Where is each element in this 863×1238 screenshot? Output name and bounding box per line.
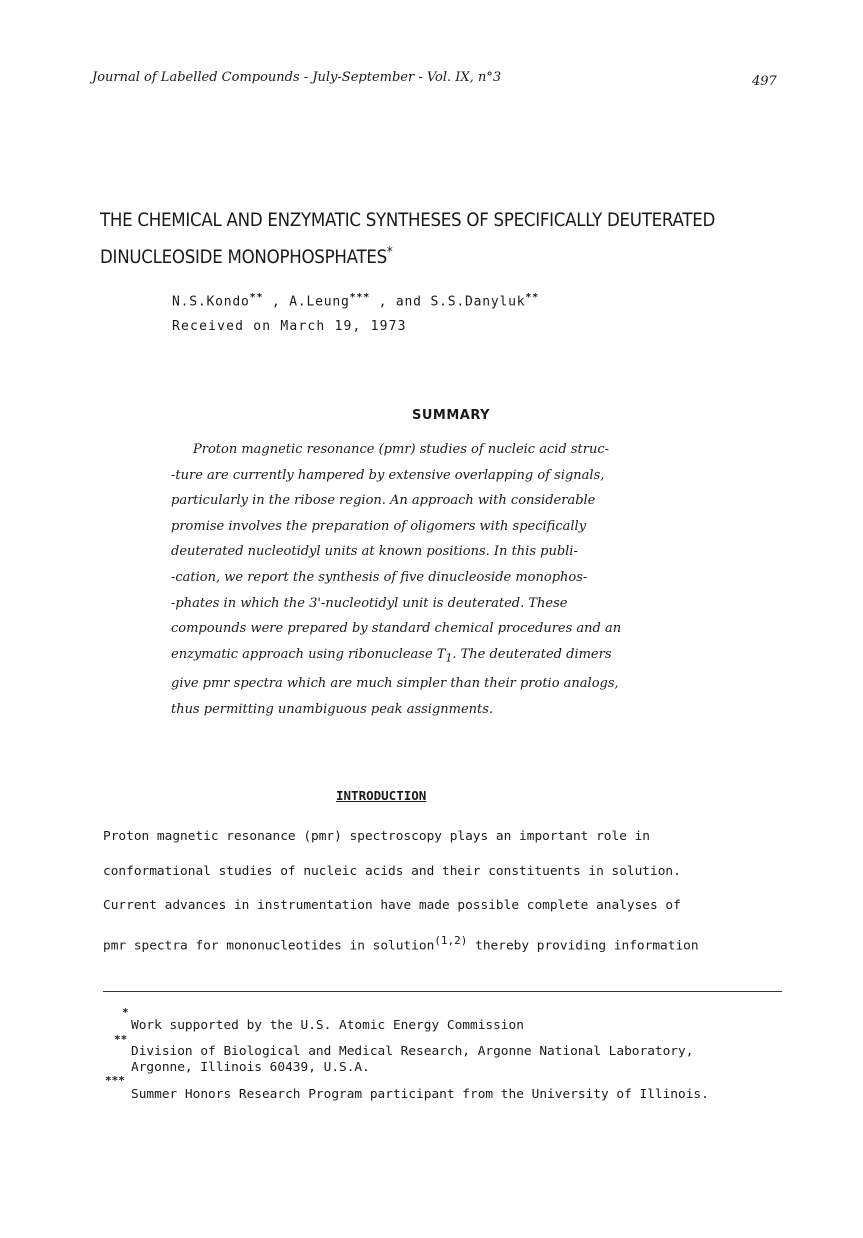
summary-line: thus permitting unambiguous peak assignments. (171, 701, 494, 717)
summary-line: -phates in which the 3'-nucleotidyl unit is deuterated. These (171, 595, 568, 611)
introduction-text (103, 820, 783, 964)
intro-line: conformational studies of nucleic acids and their constituents in solution. (103, 863, 681, 879)
footnote-text: Division of Biological and Medical Research, Argonne National Laboratory, (131, 1044, 694, 1059)
received-date: Received on March 19, 1973 (172, 319, 407, 334)
footnote-mark: *** (105, 1074, 125, 1087)
footnote-text: Work supported by the U.S. Atomic Energy Commission (131, 1018, 524, 1033)
summary-line: Proton magnetic resonance (pmr) studies of nucleic acid struc- (193, 442, 610, 457)
footnote-mark: * (122, 1006, 129, 1019)
summary-line: -cation, we report the synthesis of five dinucleoside monophos- (171, 569, 588, 585)
summary-line: give pmr spectra which are much simpler than their protio analogs, (171, 675, 619, 691)
title-line-1: THE CHEMICAL AND ENZYMATIC SYNTHESES OF SPECIFICALLY DEUTERATED (100, 210, 716, 231)
subscript: 1 (445, 651, 453, 665)
summary-heading: SUMMARY (412, 408, 491, 423)
author-separator: , and (370, 294, 431, 310)
journal-header: Journal of Labelled Compounds - July-September - Vol. IX, n°3 (92, 70, 502, 85)
footnote-mark: ** (114, 1033, 128, 1046)
intro-line-part: thereby providing information (467, 938, 699, 954)
author-list (172, 292, 539, 309)
footnote-text: Argonne, Illinois 60439, U.S.A. (131, 1060, 370, 1075)
summary-line-part: enzymatic approach using ribonuclease T (171, 646, 446, 662)
author-separator: , (263, 294, 290, 310)
title-footnote-mark: * (386, 245, 393, 260)
summary-line (171, 642, 731, 671)
footnote-text: Summer Honors Research Program participant from the University of Illinois. (131, 1087, 709, 1102)
summary-line: -ture are currently hampered by extensive overlapping of signals, (171, 467, 605, 483)
title-line-2: DINUCLEOSIDE MONOPHOSPHATES (100, 247, 387, 269)
intro-line-part: pmr spectra for mononucleotides in solution (103, 938, 435, 954)
intro-line: Proton magnetic resonance (pmr) spectroscopy plays an important role in (103, 829, 651, 844)
summary-line: deuterated nucleotidyl units at known positions. In this publi- (171, 544, 578, 560)
footnote-divider (103, 991, 782, 992)
author-name: N.S.Kondo (172, 294, 250, 310)
summary-line: promise involves the preparation of oligomers with specifically (171, 518, 587, 534)
author-name: S.S.Danyluk (430, 294, 526, 310)
summary-text (171, 437, 731, 722)
article-title (100, 205, 730, 274)
summary-line: compounds were prepared by standard chemical procedures and an (171, 621, 622, 637)
intro-line: Current advances in instrumentation have made possible complete analyses of (103, 898, 681, 914)
summary-line-part: . The deuterated dimers (452, 646, 612, 662)
page-number: 497 (752, 74, 777, 89)
summary-line: particularly in the ribose region. An approach with considerable (171, 493, 596, 509)
author-footnote-mark: *** (349, 292, 371, 303)
citation-reference: (1,2) (434, 934, 468, 948)
intro-line (103, 924, 783, 964)
author-footnote-mark: ** (525, 292, 539, 303)
author-footnote-mark: ** (249, 292, 264, 303)
introduction-heading: INTRODUCTION (336, 788, 427, 803)
author-name: A.Leung (289, 294, 350, 310)
